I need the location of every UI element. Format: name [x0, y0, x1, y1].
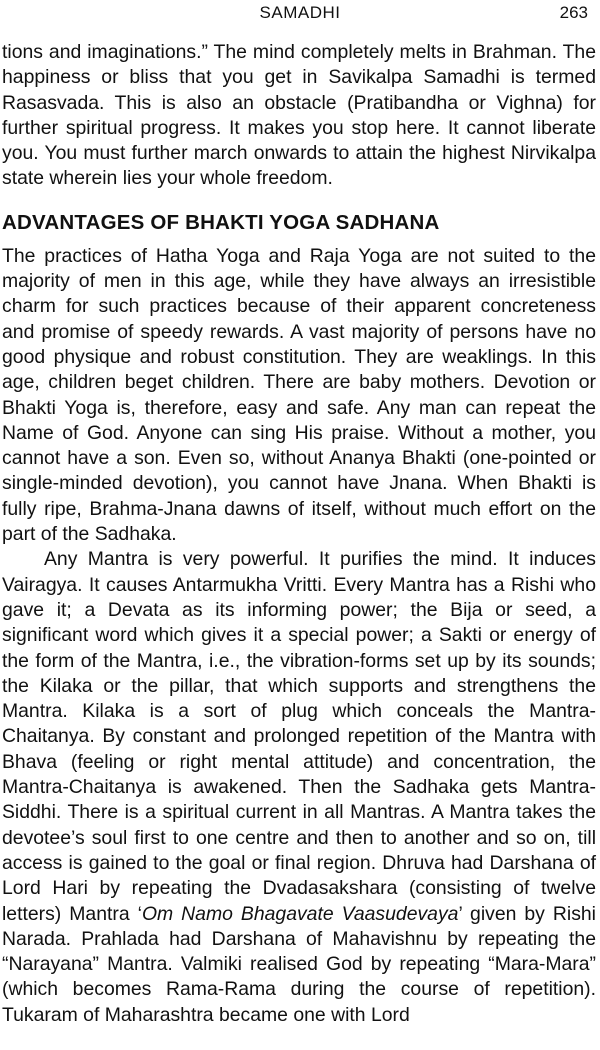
running-title: SAMADHI: [259, 3, 341, 22]
paragraph-mantra: [2, 547, 596, 1028]
paragraph-samadhi-continuation: tions and imaginations.” The mind completely melts in Brahman. The happiness or bliss that you get in Savikalpa Samadhi is termed Rasasvada. This is also an obstacle (Pratibandha or Vighna) for further spiritual progress. It makes you stop here. It cannot liberate you. You must further march onwards to attain the highest Nirvikalpa state wherein lies your whole freedom.: [2, 41, 596, 190]
section-heading: ADVANTAGES OF BHAKTI YOGA SADHANA: [2, 210, 440, 234]
page-number: 263: [559, 3, 588, 22]
paragraph-bhakti-advantages: The practices of Hatha Yoga and Raja Yoga are not suited to the majority of men in this age, while they have always an irresistible charm for such practices because of their apparent concreteness and promise of speedy rewards. A vast majority of persons have no good physique and robust constitution. They are weaklings. In this age, children beget children. There are baby mothers. Devotion or Bhakti Yoga is, therefore, easy and safe. Any man can repeat the Name of God. Anyone can sing His praise. Without a mother, you cannot have a son. Even so, without Ananya Bhakti (one-pointed or single-minded devotion), you cannot have Jnana. When Bhakti is fully ripe, Brahma-Jnana dawns of itself, without much effort on the part of the Sadhaka.: [2, 244, 596, 546]
mantra-text-part-2: ’ given by Rishi Narada. Prahlada had Darshana of Mahavishnu by repeating the “Narayana” Mantra. Valmiki realised God by repeating “Mara-Mara” (which becomes Rama-Rama during the course of repetition). Tukaram of Maharashtra became one with Lord: [2, 902, 596, 1026]
mantra-name-italic: Om Namo Bhagavate Vaasudevaya: [141, 902, 459, 925]
page-header: [0, 0, 600, 26]
mantra-text-part-1: Any Mantra is very powerful. It purifies the mind. It induces Vairagya. It causes Antarmukha Vritti. Every Mantra has a Rishi who gave it; a Devata as its informing power; the Bija or seed, a significant word which gives it a special power; a Sakti or energy of the form of the Mantra, i.e., the vibration-forms set up by its sounds; the Kilaka or the pillar, that which supports and strengthens the Mantra. Kilaka is a sort of plug which conceals the Mantra-Chaitanya. By constant and prolonged repetition of the Mantra with Bhava (feeling or right mental attitude) and concentration, the Mantra-Chaitanya is awakened. Then the Sadhaka gets Mantra-Siddhi. There is a spiritual current in all Mantras. A Mantra takes the devotee’s soul first to one centre and then to another and so on, till access is gained to the goal or final region. Dhruva had Darshana of Lord Hari by repeating the Dvadasakshara (consisting of twelve letters) Mantra ‘: [2, 548, 596, 925]
page-body: [2, 40, 596, 1028]
